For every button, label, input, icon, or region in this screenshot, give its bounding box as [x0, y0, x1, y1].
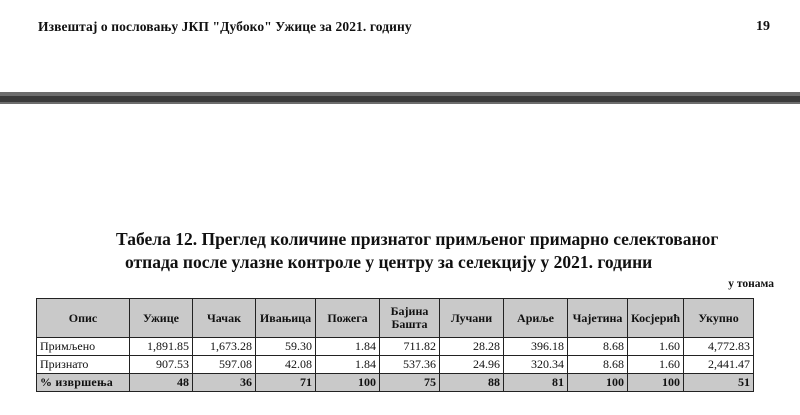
table-cell: 2,441.47 — [684, 356, 754, 374]
table-cell: 8.68 — [568, 356, 628, 374]
table-cell: 42.08 — [256, 356, 316, 374]
table-header-row — [37, 299, 754, 338]
table-cell: 59.30 — [256, 338, 316, 356]
table-cell: 100 — [316, 374, 380, 392]
table-row-percent — [37, 374, 754, 392]
table-cell: 24.96 — [440, 356, 504, 374]
table-cell: 28.28 — [440, 338, 504, 356]
table-cell: 1,891.85 — [130, 338, 193, 356]
column-header: Чајетина — [568, 299, 628, 338]
table-cell: 100 — [568, 374, 628, 392]
column-header: Ариље — [504, 299, 568, 338]
row-label: Признато — [37, 356, 130, 374]
table-cell: 1.84 — [316, 338, 380, 356]
table-row — [37, 356, 754, 374]
column-header: Пожега — [316, 299, 380, 338]
table-cell: 88 — [440, 374, 504, 392]
table-cell: 537.36 — [380, 356, 440, 374]
column-header: Укупно — [684, 299, 754, 338]
table-caption-line-2: отпада после улазне контроле у центру за селекцију у 2021. години — [125, 252, 653, 272]
table-cell: 320.34 — [504, 356, 568, 374]
data-table — [36, 298, 754, 392]
table-cell: 1.60 — [628, 356, 684, 374]
row-label: Примљено — [37, 338, 130, 356]
header-band-inner — [0, 96, 800, 102]
table-cell: 4,772.83 — [684, 338, 754, 356]
table-caption-line-1: Табела 12. Преглед количине признатог примљеног примарно селектованог — [116, 229, 719, 249]
table-cell: 8.68 — [568, 338, 628, 356]
table-row — [37, 338, 754, 356]
table-caption — [116, 228, 776, 274]
table-cell: 51 — [684, 374, 754, 392]
table-cell: 81 — [504, 374, 568, 392]
unit-label: у тонама — [728, 278, 774, 290]
page-header-title: Извештај о пословању ЈКП "Дубоко" Ужице за 2021. годину — [38, 19, 412, 34]
column-header: Бајина Башта — [380, 299, 440, 338]
column-header: Ивањица — [256, 299, 316, 338]
table-cell: 1,673.28 — [193, 338, 256, 356]
table-cell: 48 — [130, 374, 193, 392]
table-cell: 1.60 — [628, 338, 684, 356]
table-cell: 1.84 — [316, 356, 380, 374]
column-header: Опис — [37, 299, 130, 338]
column-header: Косјерић — [628, 299, 684, 338]
table-cell: 71 — [256, 374, 316, 392]
table-cell: 75 — [380, 374, 440, 392]
table-cell: 597.08 — [193, 356, 256, 374]
page-number: 19 — [756, 19, 770, 34]
table-cell: 396.18 — [504, 338, 568, 356]
table-cell: 100 — [628, 374, 684, 392]
column-header: Чачак — [193, 299, 256, 338]
column-header: Лучани — [440, 299, 504, 338]
table-cell: 711.82 — [380, 338, 440, 356]
table-cell: 907.53 — [130, 356, 193, 374]
row-label: % извршења — [37, 374, 130, 392]
column-header: Ужице — [130, 299, 193, 338]
table-cell: 36 — [193, 374, 256, 392]
